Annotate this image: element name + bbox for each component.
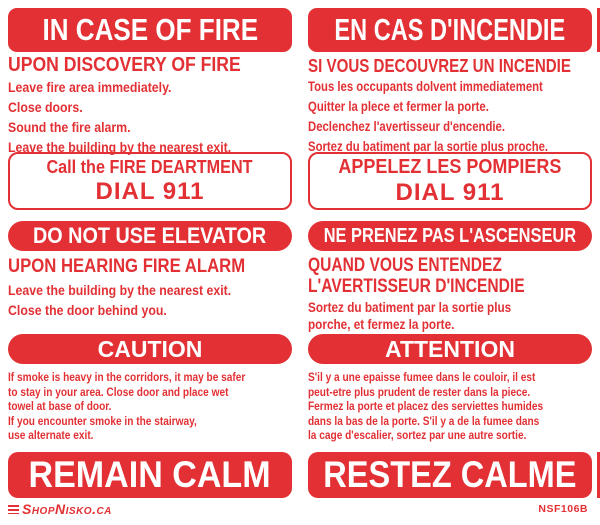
call-fire-department-box-french	[308, 152, 592, 210]
logo-text: ShopNisko.ca	[22, 501, 112, 517]
instruction-line: Leave fire area immediately.	[8, 79, 172, 95]
do-not-use-elevator-bar	[8, 221, 292, 251]
elevator-bar-text: DO NOT USE ELEVATOR	[33, 223, 267, 248]
dial-911-text: DIAL 911	[95, 177, 205, 205]
instruction-line: Leave the building by the nearest exit.	[8, 139, 232, 155]
call-line: Call the FIRE DEARTMENT	[46, 156, 254, 177]
instruction-line: towel at base of door.	[8, 401, 112, 414]
instruction-line: If you encounter smoke in the stairway,	[8, 415, 197, 428]
header-text-english: IN CASE OF FIRE	[42, 12, 258, 47]
instruction-line: Quitter la plece et fermer la porte.	[308, 99, 489, 114]
caution-bar	[8, 334, 292, 364]
discovery-title-french: SI VOUS DECOUVREZ UN INCENDIE	[308, 56, 571, 76]
restez-calme-text: RESTEZ CALME	[323, 454, 577, 495]
discovery-instructions-english	[8, 77, 231, 157]
header-bar-english	[8, 8, 292, 52]
alarm-title-line: QUAND VOUS ENTENDEZ	[308, 255, 502, 276]
alarm-title-french	[308, 255, 525, 297]
remain-calm-bar	[8, 452, 292, 498]
part-number: NSF106B	[538, 503, 588, 515]
call-line: APPELEZ LES POMPIERS	[338, 155, 562, 178]
alarm-instructions-english	[8, 280, 231, 320]
instruction-line: Tous les occupants dolvent immediatement	[308, 79, 543, 94]
instruction-line: Sound the fire alarm.	[8, 119, 131, 135]
attention-bar	[308, 334, 592, 364]
alarm-title-line: L'AVERTISSEUR D'INCENDIE	[308, 276, 525, 297]
call-fire-department-box-english	[8, 152, 292, 210]
instruction-line: Fermez la porte et placez des serviettes humides	[308, 401, 544, 414]
instruction-line: porche, et fermez la porte.	[308, 316, 455, 332]
caution-instructions-french	[308, 371, 543, 444]
instruction-line: Declenchez l'avertisseur d'encendie.	[308, 119, 506, 134]
instruction-line: Close the door behind you.	[8, 302, 167, 318]
discovery-instructions-french	[308, 77, 548, 157]
caution-instructions-english	[8, 371, 245, 444]
instruction-line: dans la bas de la porte. S'il y a de la fumee dans	[308, 415, 540, 428]
caution-bar-text: CAUTION	[97, 335, 203, 362]
instruction-line: peut-etre plus prudent de rester dans la piece.	[308, 386, 531, 399]
instruction-line: Sortez du batiment par la sortie plus proche.	[308, 139, 549, 154]
header-text-french: EN CAS D'INCENDIE	[334, 12, 566, 47]
instruction-line: la cage d'escalier, sortez par une autre sortie.	[308, 430, 527, 443]
alarm-instructions-french	[308, 299, 511, 333]
remain-calm-text: REMAIN CALM	[28, 454, 272, 495]
attention-bar-text: ATTENTION	[385, 335, 515, 362]
instruction-line: use alternate exit.	[8, 430, 94, 443]
shopnisko-logo	[8, 501, 112, 517]
instruction-line: If smoke is heavy in the corridors, it may be safer	[8, 372, 246, 384]
instruction-line: Sortez du batiment par la sortie plus	[308, 299, 512, 315]
french-column	[308, 0, 592, 525]
restez-calme-bar	[308, 452, 592, 498]
elevator-bar-text: NE PRENEZ PAS L'ASCENSEUR	[323, 224, 577, 247]
discovery-title-english: UPON DISCOVERY OF FIRE	[8, 54, 241, 76]
header-bar-french	[308, 8, 592, 52]
instruction-line: Close doors.	[8, 99, 83, 115]
dial-911-text: DIAL 911	[395, 178, 505, 206]
alarm-title-english: UPON HEARING FIRE ALARM	[8, 256, 246, 277]
instruction-line: Leave the building by the nearest exit.	[8, 282, 232, 298]
instruction-line: S'il y a une epaisse fumee dans le couloir, il est	[308, 372, 536, 384]
no-elevator-bar-french	[308, 221, 592, 251]
instruction-line: to stay in your area. Close door and place wet	[8, 386, 229, 399]
speed-lines-icon	[8, 505, 19, 514]
english-column	[8, 0, 292, 525]
